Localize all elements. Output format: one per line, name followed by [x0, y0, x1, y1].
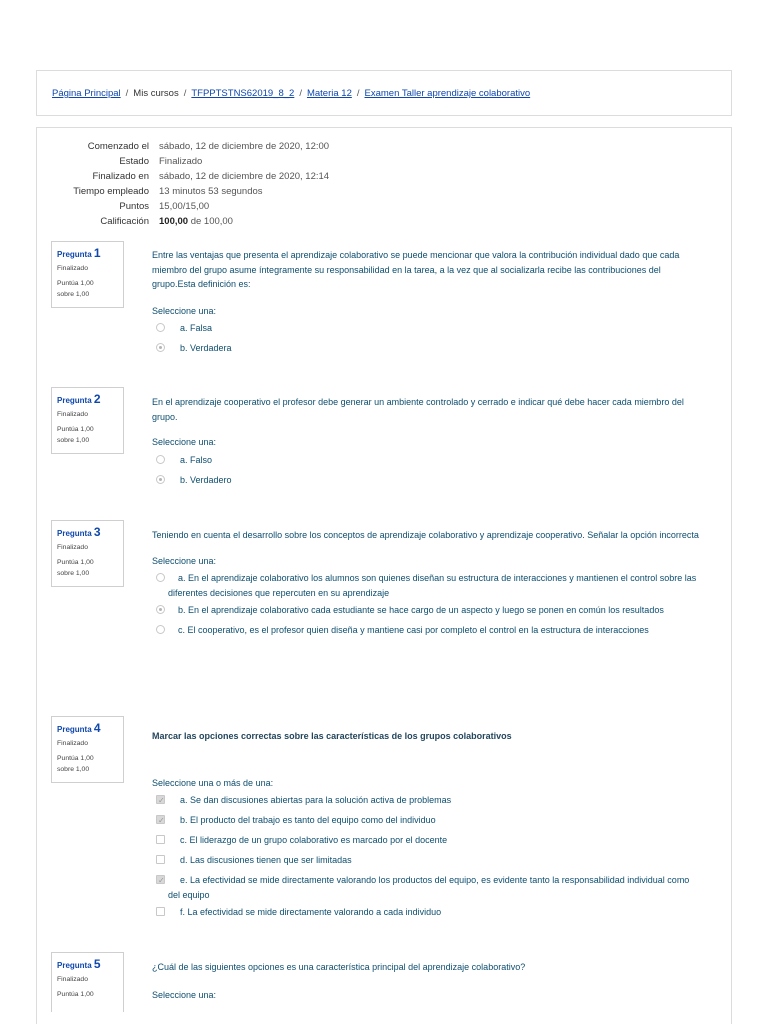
finished-label: Finalizado en [92, 171, 149, 182]
question-label: Pregunta [57, 961, 92, 970]
answer-options [152, 568, 702, 640]
answer-option[interactable] [152, 850, 702, 870]
question-text: Entre las ventajas que presenta el aprendizaje colaborativo se puede mencionar que valora la contribución individual dado que cada miembro del grupo asume íntegramente su responsabilidad en la tarea, a la vez que al socializarla recibe las contribuciones del grupo.Esta definición es: [152, 250, 680, 289]
grade-score: 100,00 [159, 216, 189, 227]
breadcrumb-my-courses: Mis cursos [133, 88, 179, 99]
quiz-review-region [36, 127, 732, 1024]
radio-button[interactable] [156, 323, 165, 332]
question-number-value: 4 [93, 721, 101, 735]
answer-option[interactable] [152, 830, 702, 850]
answer-prompt: Seleccione una o más de una: [152, 777, 274, 788]
started-value: sábado, 12 de diciembre de 2020, 12:00 [159, 141, 330, 152]
question-number [57, 525, 118, 539]
question-info-4 [51, 716, 124, 783]
question-info-3 [51, 520, 124, 587]
answer-option[interactable] [152, 790, 702, 810]
question-grade-line: Puntúa 1,00 [57, 991, 94, 998]
question-state: Finalizado [57, 265, 88, 272]
question-label: Pregunta [57, 725, 92, 734]
answer-option[interactable] [152, 470, 702, 490]
option-label: c. El cooperativo, es el profesor quien diseña y mantiene casi por completo el control en la estructura de interacciones [178, 625, 649, 635]
grade-label: Calificación [100, 216, 149, 227]
answer-option[interactable] [152, 450, 702, 470]
radio-button-selected[interactable] [156, 605, 165, 614]
question-text: Marcar las opciones correctas sobre las características de los grupos colaborativos [152, 731, 512, 741]
question-grade [57, 753, 118, 775]
breadcrumb [52, 88, 530, 99]
answer-options [152, 318, 702, 358]
option-label: a. En el aprendizaje colaborativo los alumnos son quienes diseñan su estructura de interacciones y mantienen el control sobre las diferentes decisiones que repercuten en su aprendizaje [168, 573, 697, 598]
grade-max: de 100,00 [190, 216, 233, 227]
answer-option[interactable] [152, 620, 702, 640]
question-info-1 [51, 241, 124, 308]
answer-prompt: Seleccione una: [152, 555, 217, 566]
option-label: b. Verdadera [180, 343, 232, 353]
state-value: Finalizado [159, 156, 203, 167]
radio-button[interactable] [156, 625, 165, 634]
breadcrumb-course-link[interactable]: TFPPTSTNS62019_8_2 [191, 88, 295, 99]
question-content-2 [152, 395, 702, 490]
option-label: b. En el aprendizaje colaborativo cada estudiante se hace cargo de un aspecto y luego se ponen en común los resultados [178, 605, 664, 615]
breadcrumb-subject-link[interactable]: Materia 12 [306, 88, 352, 99]
question-number [57, 246, 118, 260]
radio-button-selected[interactable] [156, 475, 165, 484]
question-grade [57, 424, 118, 446]
question-grade-line: Puntúa 1,00 [57, 426, 94, 433]
option-label: b. Verdadero [180, 474, 232, 485]
answer-option[interactable] [152, 870, 702, 902]
option-label: d. Las discusiones tienen que ser limitadas [180, 855, 352, 865]
option-label: b. El producto del trabajo es tanto del equipo como del individuo [180, 815, 436, 825]
question-label: Pregunta [57, 529, 92, 538]
breadcrumb-container [36, 70, 732, 116]
question-grade-line: Puntúa 1,00 [57, 559, 94, 566]
question-info-2 [51, 387, 124, 454]
question-grade-line: Puntúa 1,00 [57, 755, 94, 762]
checkbox[interactable] [156, 835, 165, 844]
question-number-value: 5 [93, 957, 101, 971]
question-content-1 [152, 248, 702, 358]
question-grade-line: sobre 1,00 [57, 291, 90, 298]
option-label: a. Falsa [180, 323, 213, 333]
answer-prompt: Seleccione una: [152, 989, 217, 1000]
option-label: c. El liderazgo de un grupo colaborativo es marcado por el docente [180, 835, 448, 845]
breadcrumb-separator: / [125, 88, 129, 99]
checkbox-checked[interactable] [156, 795, 165, 804]
points-value: 15,00/15,00 [159, 201, 210, 212]
question-grade-line: sobre 1,00 [57, 766, 90, 773]
question-content-5 [152, 960, 702, 1002]
question-number-value: 1 [93, 246, 101, 260]
grade-value [159, 216, 233, 227]
question-label: Pregunta [57, 396, 92, 405]
question-grade-line: Puntúa 1,00 [57, 280, 94, 287]
radio-button[interactable] [156, 455, 165, 464]
question-text: ¿Cuál de las siguientes opciones es una característica principal del aprendizaje colaborativo? [152, 962, 526, 972]
question-number-value: 2 [93, 392, 101, 406]
radio-button-selected[interactable] [156, 343, 165, 352]
question-number [57, 957, 118, 971]
state-label: Estado [119, 156, 149, 167]
checkbox-checked[interactable] [156, 875, 165, 884]
radio-button[interactable] [156, 573, 165, 582]
option-label: f. La efectividad se mide directamente valorando a cada individuo [180, 907, 442, 917]
time-value: 13 minutos 53 segundos [159, 186, 263, 197]
question-grade-line: sobre 1,00 [57, 570, 90, 577]
option-label: a. Falso [180, 454, 213, 465]
breadcrumb-home-link[interactable]: Página Principal [52, 88, 121, 99]
question-grade [57, 557, 118, 579]
answer-prompt: Seleccione una: [152, 305, 217, 316]
question-grade-line: sobre 1,00 [57, 437, 90, 444]
question-text: En el aprendizaje cooperativo el profesor debe generar un ambiente controlado y cerrado e indicar qué debe hacer cada miembro del grupo. [152, 397, 684, 422]
question-text: Teniendo en cuenta el desarrollo sobre los conceptos de aprendizaje colaborativo y aprendizaje cooperativo. Señalar la opción incorrecta [152, 530, 699, 540]
breadcrumb-separator: / [183, 88, 187, 99]
question-state: Finalizado [57, 544, 88, 551]
question-state: Finalizado [57, 976, 88, 983]
option-label: a. Se dan discusiones abiertas para la solución activa de problemas [180, 795, 452, 805]
question-content-4 [152, 729, 702, 922]
question-info-5 [51, 952, 124, 1012]
started-label: Comenzado el [87, 141, 149, 152]
question-number [57, 392, 118, 406]
option-label: e. La efectividad se mide directamente valorando los productos del equipo, es evidente tanto la responsabilidad individual como del equipo [168, 875, 690, 900]
answer-option[interactable] [152, 318, 702, 338]
question-grade [57, 278, 118, 300]
question-number [57, 721, 118, 735]
answer-option[interactable] [152, 568, 702, 600]
answer-option[interactable] [152, 902, 702, 922]
question-state: Finalizado [57, 740, 88, 747]
answer-options [152, 790, 702, 922]
answer-option[interactable] [152, 600, 702, 620]
question-state: Finalizado [57, 411, 88, 418]
breadcrumb-separator: / [356, 88, 360, 99]
question-grade [57, 989, 118, 1000]
finished-value: sábado, 12 de diciembre de 2020, 12:14 [159, 171, 330, 182]
answer-option[interactable] [152, 338, 702, 358]
answer-prompt: Seleccione una: [152, 437, 217, 447]
question-number-value: 3 [93, 525, 101, 539]
checkbox[interactable] [156, 907, 165, 916]
breadcrumb-exam-link[interactable]: Examen Taller aprendizaje colaborativo [364, 88, 531, 99]
question-content-3 [152, 528, 702, 640]
checkbox[interactable] [156, 855, 165, 864]
answer-options [152, 450, 702, 490]
checkbox-checked[interactable] [156, 815, 165, 824]
answer-option[interactable] [152, 810, 702, 830]
time-label: Tiempo empleado [73, 186, 149, 197]
question-label: Pregunta [57, 250, 92, 259]
breadcrumb-separator: / [299, 88, 302, 99]
points-label: Puntos [119, 201, 149, 212]
